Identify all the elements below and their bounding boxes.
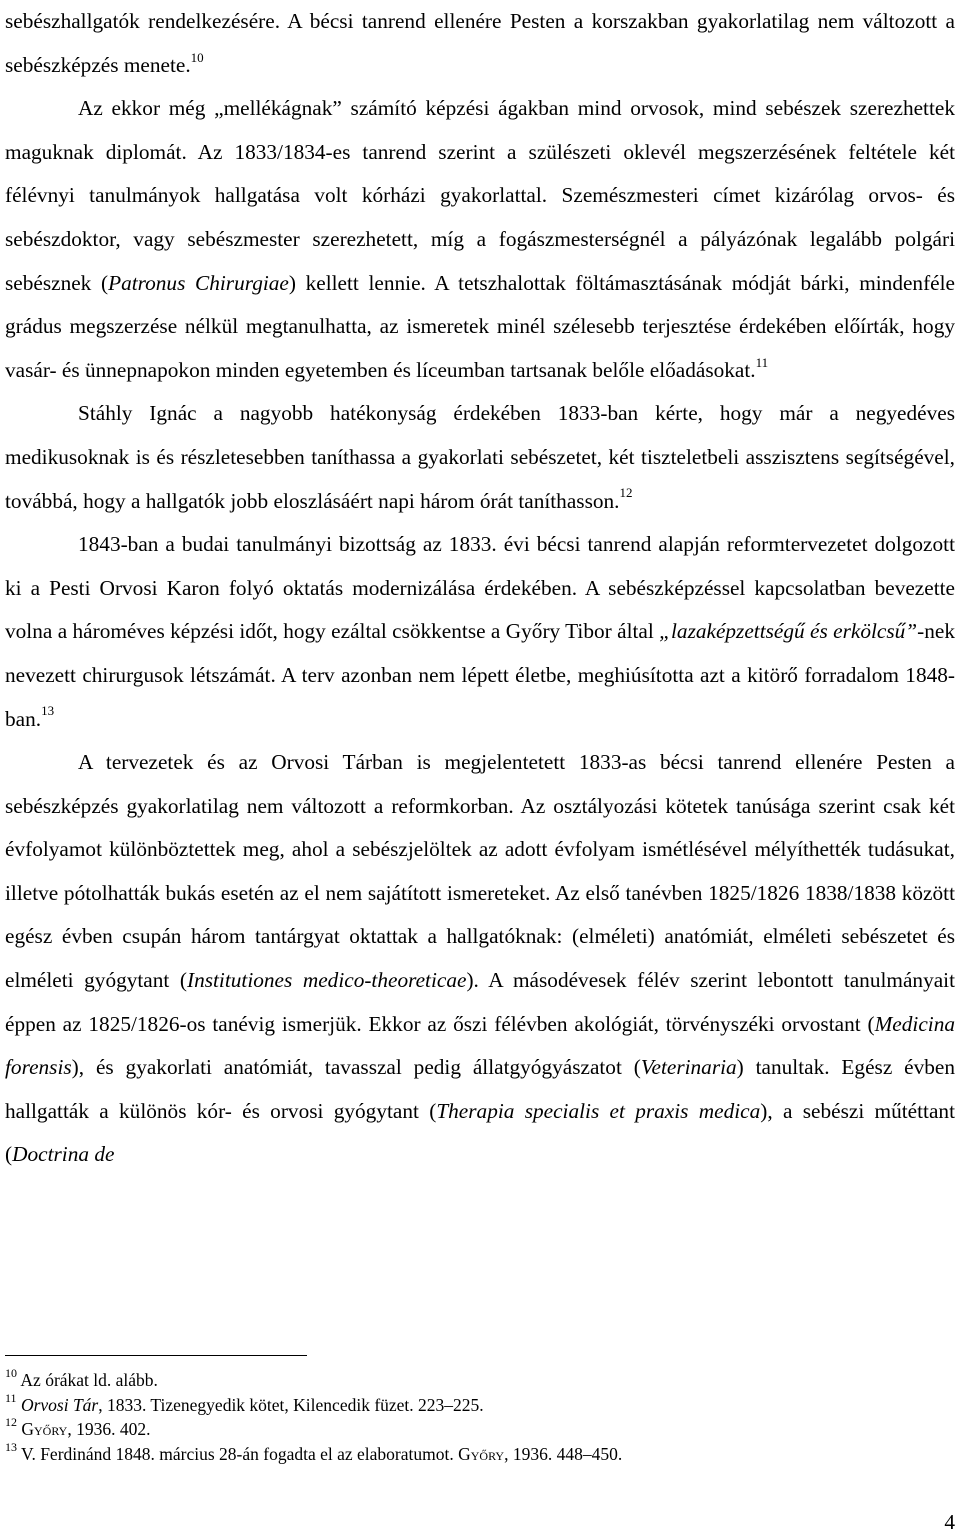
author-name: Győry <box>458 1443 505 1464</box>
footnote-ref: 10 <box>190 49 204 65</box>
italic-text: Medicina forensis <box>5 1011 955 1080</box>
footnote-ref: 13 <box>5 1439 17 1454</box>
text-run: -nek nevezett chirurgusok létszámát. A terv azonban nem lépett életbe, meghiúsította azt a kitörő forradalom 1848-ban. <box>5 619 955 731</box>
footnote-ref: 13 <box>41 703 55 719</box>
text-run: 1843-ban a budai tanulmányi bizottság az 1833. évi bécsi tanrend alapján reformtervezetet dolgozott ki a Pesti Orvosi Karon folyó oktatás modernizálása érdekében. A sebészképzéssel kapcsolatban bevezette volna a hároméves képzési időt, hogy ezáltal csökkentse a Győry Tibor által <box>5 532 955 644</box>
footnote-ref: 11 <box>5 1390 17 1405</box>
text-run: Stáhly Ignác a nagyobb hatékonyság érdekében 1833-ban kérte, hogy már a negyedéves medikusoknak is és részletesebben taníthassa a gyakorlati sebészetet, két tiszteletbeli asszisztens segítségével, továbbá, hogy a hallgatók jobb eloszlásáért napi három órát taníthasson. <box>5 401 955 513</box>
paragraph-p1 <box>5 0 955 87</box>
italic-text: Veterinaria <box>640 1055 737 1080</box>
text-run: ), és gyakorlati anatómiát, tavasszal pedig állatgyógyászatot ( <box>71 1055 641 1080</box>
text-run: sebészhallgatók rendelkezésére. A bécsi tanrend ellenére Pesten a korszakban gyakorlatilag nem változott a sebészképzés menete. <box>5 9 955 77</box>
paragraph-p3 <box>5 392 955 523</box>
document-body <box>5 0 955 1177</box>
text-run: ), a sebészi műtéttant ( <box>5 1098 955 1167</box>
page-number: 4 <box>944 1510 955 1534</box>
footnotes <box>5 1368 945 1466</box>
footnote-ref: 12 <box>5 1415 17 1430</box>
footnote-separator <box>5 1355 307 1356</box>
text-run: Az órákat ld. alább. <box>17 1370 158 1390</box>
footnote-ref: 11 <box>755 354 769 370</box>
paragraph-p2 <box>5 87 955 392</box>
footnote-ref: 12 <box>619 485 633 501</box>
text-run: ). A másodévesek félév szerint lebontott tanulmányait éppen az 1825/1826-os tanévig ismerjük. Ekkor az őszi félévben akológiát, törvényszéki orvostant ( <box>5 968 955 1036</box>
italic-text: Doctrina de <box>12 1142 115 1167</box>
author-name: Győry <box>21 1419 68 1439</box>
footnote-fn12 <box>5 1417 945 1442</box>
text-run: Az ekkor még „mellékágnak” számító képzési ágakban mind orvosok, mind sebészek szerezhettek maguknak diplomát. Az 1833/1834-es tanrend szerint a szülészeti oklevél megszerzésének feltétele két félévnyi tanulmányok hallgatása volt kórházi gyakorlattal. Szemészmesteri címet kizárólag orvos- és sebészdoktor, vagy sebészmester szerezhetett, míg a fogászmesterségnél a pályázónak legalább polgári sebésznek ( <box>5 96 955 295</box>
footnote-fn13 <box>5 1439 945 1467</box>
paragraph-p5 <box>5 741 955 1177</box>
italic-text: Orvosi Tár <box>20 1394 99 1415</box>
footnote-fn11 <box>5 1390 945 1418</box>
italic-text: Patronus Chirurgiae <box>108 270 289 295</box>
text-run: ) tanultak. Egész évben hallgatták a különös kór- és orvosi gyógytant ( <box>5 1055 955 1123</box>
footnote-ref: 10 <box>5 1366 17 1381</box>
italic-text: „lazaképzettségű és erkölcsű” <box>659 619 918 644</box>
footnote-fn10 <box>5 1368 945 1393</box>
text-run: V. Ferdinánd 1848. március 28-án fogadta el az elaboratumot. <box>17 1443 459 1464</box>
text-run: ) kellett lennie. A tetszhalottak föltámasztásának módját bárki, mindenféle grádus megszerzése nélkül megtanulhatta, az ismeretek minél szélesebb terjesztése érdekében előírták, hogy vasár- és ünnepnapokon minden egyetemben és líceumban tartsanak belőle előadásokat. <box>5 270 955 382</box>
italic-text: Therapia specialis et praxis medica <box>436 1098 761 1123</box>
paragraph-p4 <box>5 523 955 741</box>
text-run: , 1936. 402. <box>67 1419 151 1439</box>
text-run: , 1833. Tizenegyedik kötet, Kilencedik füzet. 223–225. <box>98 1394 484 1415</box>
text-run: , 1936. 448–450. <box>504 1443 623 1464</box>
italic-text: Institutiones medico-theoreticae <box>186 968 467 993</box>
text-run: A tervezetek és az Orvosi Tárban is megjelentetett 1833-as bécsi tanrend ellenére Pesten a sebészképzés gyakorlatilag nem változott a reformkorban. Az osztályozási kötetek tanúsága szerint csak két évfolyamot különböztettek meg, ahol a sebészjelöltek az adott évfolyam ismétlésével mélyíthették tudásukat, illetve pótolhatták bukás esetén az el nem sajátított ismereteket. Az első tanévben 1825/1826 1838/1838 között egész évben csupán három tantárgyat oktattak a hallgatóknak: (elméleti) anatómiát, elméleti sebészetet és elméleti gyógytant ( <box>5 750 955 993</box>
